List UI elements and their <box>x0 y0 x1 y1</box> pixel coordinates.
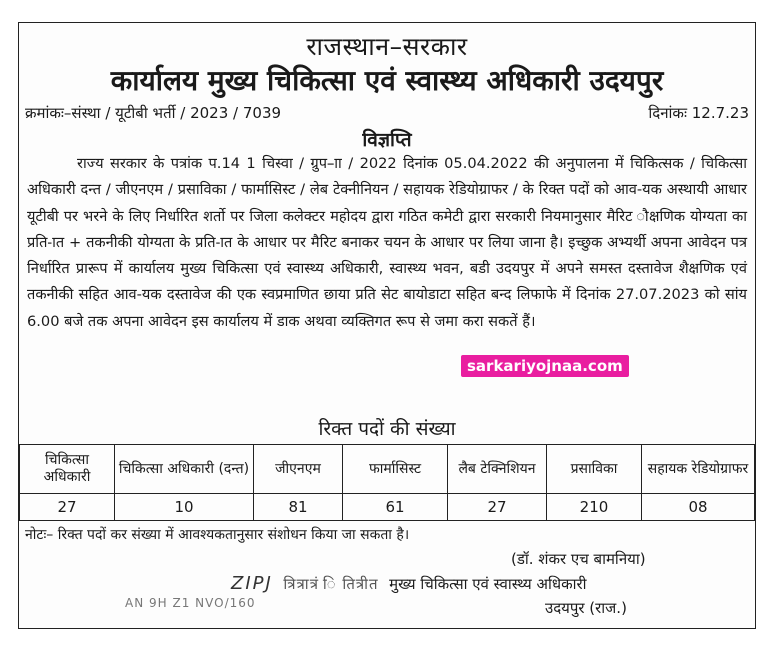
vacancy-post-cell: लैब टेक्निशियन <box>448 445 547 494</box>
vacancy-post-cell: सहायक रेडियोग्राफर <box>642 445 755 494</box>
office-stamp: AN 9H Z1 NVO/160 <box>125 596 256 610</box>
vacancy-header-row <box>20 445 755 494</box>
vacancy-post-cell: चिकित्सा अधिकारी (दन्त) <box>115 445 254 494</box>
reference-number: क्रमांकः–संस्था / यूटीबी भर्ती / 2023 / 7039 <box>25 104 282 122</box>
vacancy-count-cell: 61 <box>343 494 448 521</box>
vacancy-post-cell: जीएनएम <box>254 445 343 494</box>
notice-body: राज्य सरकार के पत्रांक प.14 1 चिस्वा / ग्रुप–ाा / 2022 दिनांक 05.04.2022 की अनुपालना में चिकित्सक / चिकित्सा अधिकारी दन्त / जीएनएम / प्रसाविका / फार्मासिस्ट / लेब टेक्नीनियन / सहायक रेडियोग्राफर / के रिक्त पदों को आव-यक अस्थायी आधार यूटीबी पर भरने के लिए निर्धारित शर्तो पर जिला कलेक्टर महोदय द्वारा गठित कमेटी द्वारा सरकारी नियमानुसार मैरिट ौक्षणिक योग्यता का प्रति-ात + तकनीकी योग्यता के प्रति-ात के आधार पर मैरिट बनाकर चयन के आधार पर लिया जाना है। इच्छुक अभ्यर्थी अपना आवेदन पत्र निर्धारित प्रारूप में कार्यालय मुख्य चिकित्सा एवं स्वास्थ्य अधिकारी, स्वास्थ्य भवन, बडी उदयपुर में अपने समस्त दस्तावेज शैक्षणिक एवं तकनीकी सहित आव-यक दस्तावेज की एक स्वप्रमाणित छाया प्रति सेट बायोडाटा सहित बन्द लिफाफे में दिनांक 27.07.2023 को सांय 6.00 बजे तक अपना आवेदन इस कार्यालय में डाक अथवा व्यक्तिगत रूप से जमा करा सकतें हैं। <box>27 155 747 330</box>
vacancy-count-row <box>20 494 755 521</box>
signatory-place: उदयपुर (राज.) <box>545 599 627 617</box>
signatory-name: (डॉ. शंकर एच बामनिया) <box>511 550 646 568</box>
signatory-designation: मुख्य चिकित्सा एवं स्वास्थ्य अधिकारी <box>389 575 587 593</box>
office-heading: कार्यालय मुख्य चिकित्सा एवं स्वास्थ्य अधिकारी उदयपुर <box>110 64 664 97</box>
reference-line <box>25 103 749 123</box>
signature-scribble: त्रित्रात्रं ि तित्रीत <box>277 575 385 593</box>
notice-title: विज्ञप्ति <box>362 129 412 151</box>
reference-date: दिनांकः 12.7.23 <box>648 104 749 122</box>
vacancy-post-cell: प्रसाविका <box>547 445 642 494</box>
notice-document <box>18 22 756 629</box>
vacancy-post-cell: फार्मासिस्ट <box>343 445 448 494</box>
vacancy-post-cell: चिकित्सा अधिकारी <box>20 445 115 494</box>
vacancy-table <box>19 444 755 521</box>
vacancy-count-cell: 27 <box>20 494 115 521</box>
vacancy-count-cell: 81 <box>254 494 343 521</box>
vacancy-heading: रिक्त पदों की संख्या <box>318 418 456 440</box>
note-text: नोटः– रिक्त पदों कर संख्या में आवश्यकतानुसार संशोधन किया जा सकता है। <box>25 527 410 543</box>
watermark-link[interactable]: sarkariyojnaa.com <box>461 355 629 377</box>
vacancy-count-cell: 10 <box>115 494 254 521</box>
government-heading: राजस्थान–सरकार <box>306 32 468 61</box>
vacancy-count-cell: 08 <box>642 494 755 521</box>
signature-line <box>231 573 587 594</box>
handwritten-signature: ZIPJ <box>231 573 273 594</box>
vacancy-count-cell: 27 <box>448 494 547 521</box>
vacancy-count-cell: 210 <box>547 494 642 521</box>
